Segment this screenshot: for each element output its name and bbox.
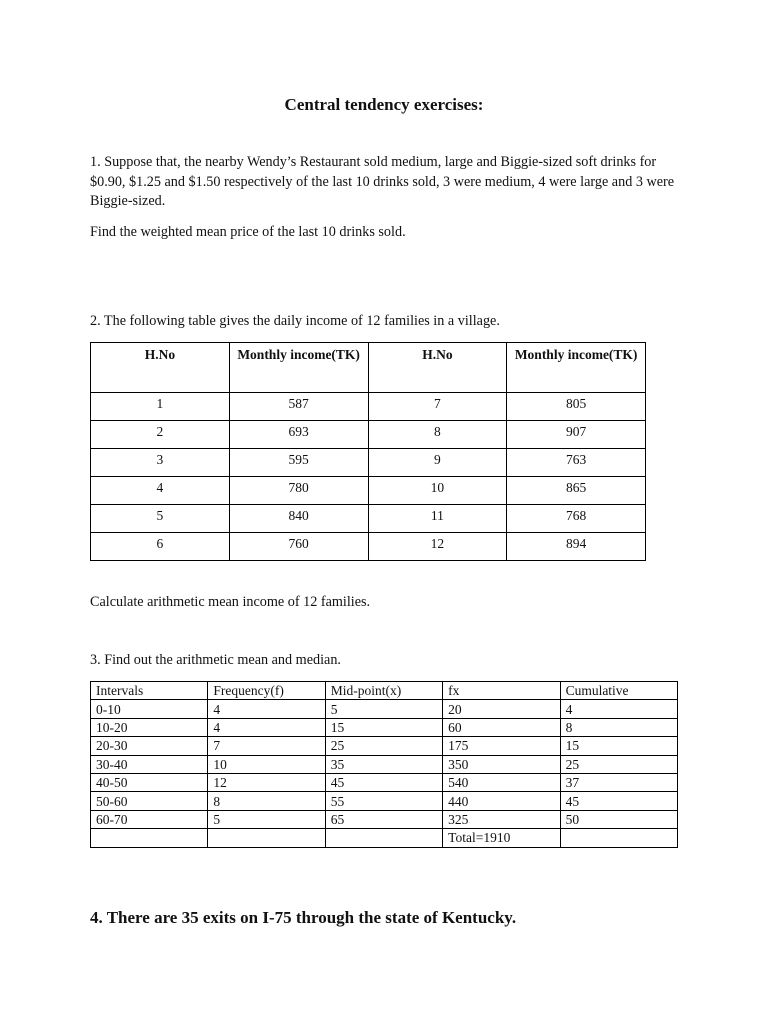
table-total-row (91, 829, 678, 847)
page-title: Central tendency exercises: (284, 95, 484, 114)
column-header: H.No (368, 343, 507, 393)
column-header: fx (443, 682, 560, 700)
table-row (91, 810, 678, 828)
table-cell: 1 (91, 393, 230, 421)
table-cell: 20-30 (91, 737, 208, 755)
table-cell: 30-40 (91, 755, 208, 773)
table-cell: 5 (208, 810, 325, 828)
table-cell: 894 (507, 533, 646, 561)
table-cell: 15 (325, 718, 442, 736)
table-cell: 37 (560, 773, 677, 791)
table-cell: 65 (325, 810, 442, 828)
table-row (91, 773, 678, 791)
table-cell: 693 (229, 421, 368, 449)
table-cell: 12 (208, 773, 325, 791)
table-cell: 4 (91, 477, 230, 505)
frequency-table-header (91, 682, 678, 700)
frequency-table (90, 681, 678, 848)
table-cell: 60-70 (91, 810, 208, 828)
table-cell: 40-50 (91, 773, 208, 791)
column-header: H.No (91, 343, 230, 393)
table-cell: 45 (325, 773, 442, 791)
table-cell: 763 (507, 449, 646, 477)
table-cell: 10 (208, 755, 325, 773)
table-cell: 0-10 (91, 700, 208, 718)
table-cell: 50-60 (91, 792, 208, 810)
table-cell: 2 (91, 421, 230, 449)
question-1-text: 1. Suppose that, the nearby Wendy’s Restaurant sold medium, large and Biggie-sized soft drinks for $0.90, $1.25 and $1.50 respectively of the last 10 drinks sold, 3 were medium, 4 were large and 3 were Biggie-sized. (90, 154, 675, 209)
table-cell: 4 (208, 718, 325, 736)
table-cell: 35 (325, 755, 442, 773)
table-cell: 805 (507, 393, 646, 421)
table-cell: 865 (507, 477, 646, 505)
table-cell (560, 829, 677, 847)
column-header: Cumulative (560, 682, 677, 700)
table-cell (325, 829, 442, 847)
table-cell: 10-20 (91, 718, 208, 736)
table-cell: 60 (443, 718, 560, 736)
table-cell (91, 829, 208, 847)
table-cell: 9 (368, 449, 507, 477)
table-cell: 587 (229, 393, 368, 421)
table-cell: 350 (443, 755, 560, 773)
table-row (91, 700, 678, 718)
table-cell: 595 (229, 449, 368, 477)
table-row (91, 477, 646, 505)
table-cell: 5 (325, 700, 442, 718)
table-row (91, 505, 646, 533)
table-cell: 907 (507, 421, 646, 449)
table-cell: 540 (443, 773, 560, 791)
question-2-intro: 2. The following table gives the daily income of 12 families in a village. (90, 313, 500, 329)
question-4-heading: 4. There are 35 exits on I-75 through the state of Kentucky. (90, 908, 517, 927)
table-cell: 15 (560, 737, 677, 755)
table-cell: 50 (560, 810, 677, 828)
income-table (90, 342, 646, 561)
table-row (91, 718, 678, 736)
table-row (91, 792, 678, 810)
table-cell: 4 (560, 700, 677, 718)
table-cell: 840 (229, 505, 368, 533)
table-cell: 8 (208, 792, 325, 810)
table-cell: 10 (368, 477, 507, 505)
table-row (91, 393, 646, 421)
table-cell: 6 (91, 533, 230, 561)
column-header: Frequency(f) (208, 682, 325, 700)
table-row (91, 421, 646, 449)
income-table-header (91, 343, 646, 393)
table-cell (208, 829, 325, 847)
table-cell: 325 (443, 810, 560, 828)
total-cell: Total=1910 (443, 829, 560, 847)
table-cell: 8 (368, 421, 507, 449)
table-row (91, 755, 678, 773)
table-cell: 8 (560, 718, 677, 736)
column-header: Mid-point(x) (325, 682, 442, 700)
table-cell: 760 (229, 533, 368, 561)
question-3-intro: 3. Find out the arithmetic mean and median. (90, 652, 341, 668)
column-header: Monthly income(TK) (507, 343, 646, 393)
table-cell: 55 (325, 792, 442, 810)
table-cell: 440 (443, 792, 560, 810)
question-2-task: Calculate arithmetic mean income of 12 families. (90, 594, 371, 610)
column-header: Intervals (91, 682, 208, 700)
table-cell: 20 (443, 700, 560, 718)
table-cell: 12 (368, 533, 507, 561)
table-cell: 780 (229, 477, 368, 505)
table-cell: 25 (325, 737, 442, 755)
table-cell: 7 (368, 393, 507, 421)
table-cell: 3 (91, 449, 230, 477)
table-cell: 175 (443, 737, 560, 755)
table-cell: 7 (208, 737, 325, 755)
question-1-task: Find the weighted mean price of the last 10 drinks sold. (90, 224, 406, 240)
table-cell: 768 (507, 505, 646, 533)
table-row (91, 449, 646, 477)
table-cell: 25 (560, 755, 677, 773)
table-cell: 11 (368, 505, 507, 533)
table-cell: 5 (91, 505, 230, 533)
table-row (91, 533, 646, 561)
table-cell: 45 (560, 792, 677, 810)
table-cell: 4 (208, 700, 325, 718)
column-header: Monthly income(TK) (229, 343, 368, 393)
table-row (91, 737, 678, 755)
